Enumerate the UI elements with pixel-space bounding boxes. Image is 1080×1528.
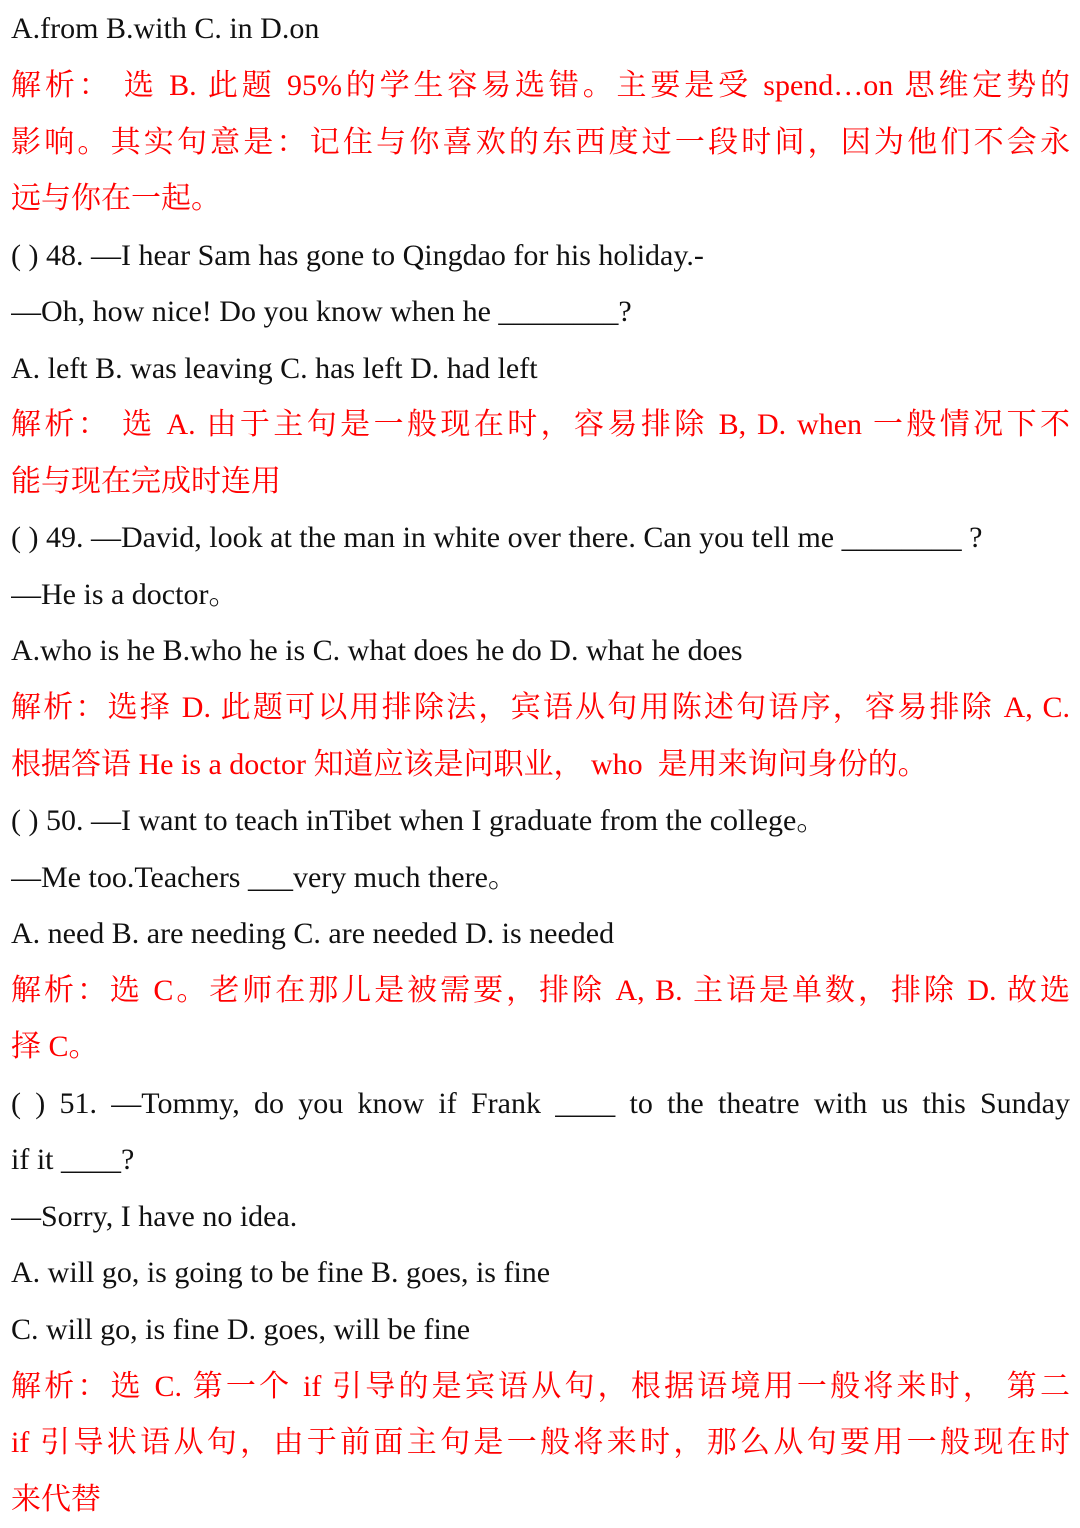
q51-analysis-line-1: 解析：选 C. 第一个 if 引导的是宾语从句，根据语境用一般将来时， 第二	[11, 1369, 1070, 1403]
q51-analysis-line-2: if 引导状语从句，由于前面主句是一般将来时，那么从句要用一般现在时	[11, 1426, 1070, 1460]
q48-response: —Oh, how nice! Do you know when he ________?	[11, 295, 632, 329]
q51-options-line-1: A. will go, is going to be fine B. goes, is fine	[11, 1256, 551, 1290]
q47-analysis-line-3: 远与你在一起。	[11, 182, 221, 216]
q51-question-line-1: ( ) 51. —Tommy, do you know if Frank ____ to the theatre with us this Sunday	[11, 1086, 1070, 1120]
q48-options: A. left B. was leaving C. has left D. had left	[11, 351, 538, 385]
q49-analysis-line-1: 解析：选择 D. 此题可以用排除法，宾语从句用陈述句语序，容易排除 A, C.	[11, 691, 1070, 725]
q49-options: A.who is he B.who he is C. what does he do D. what he does	[11, 634, 743, 668]
q50-analysis-line-2: 择 C。	[11, 1030, 99, 1064]
q49-response: —He is a doctor。	[11, 577, 239, 611]
q51-analysis-line-3: 来代替	[11, 1482, 101, 1516]
q48-question: ( ) 48. —I hear Sam has gone to Qingdao for his holiday.-	[11, 238, 704, 272]
q50-response: —Me too.Teachers ___very much there。	[11, 860, 518, 894]
q51-question-line-2: if it ____?	[11, 1143, 135, 1177]
q49-analysis-line-2: 根据答语 He is a doctor 知道应该是问职业， who 是用来询问身份的。	[11, 747, 928, 781]
q47-analysis-line-1: 解析： 选 B. 此题 95%的学生容易选错。主要是受 spend…on 思维定势的	[11, 69, 1070, 102]
q50-question: ( ) 50. —I want to teach inTibet when I graduate from the college。	[11, 804, 827, 838]
q48-analysis-line-1: 解析： 选 A. 由于主句是一般现在时，容易排除 B, D. when 一般情况下不	[11, 408, 1070, 442]
q50-options: A. need B. are needing C. are needed D. is needed	[11, 917, 615, 951]
q51-response: —Sorry, I have no idea.	[11, 1199, 298, 1233]
q47-options: A.from B.with C. in D.on	[11, 12, 320, 45]
q49-question: ( ) 49. —David, look at the man in white over there. Can you tell me ________ ?	[11, 521, 983, 555]
q50-analysis-line-1: 解析：选 C。老师在那儿是被需要，排除 A, B. 主语是单数，排除 D. 故选	[11, 973, 1070, 1007]
q51-options-line-2: C. will go, is fine D. goes, will be fine	[11, 1313, 471, 1347]
q48-analysis-line-2: 能与现在完成时连用	[11, 464, 281, 498]
q47-analysis-line-2: 影响。其实句意是：记住与你喜欢的东西度过一段时间，因为他们不会永	[11, 125, 1070, 159]
